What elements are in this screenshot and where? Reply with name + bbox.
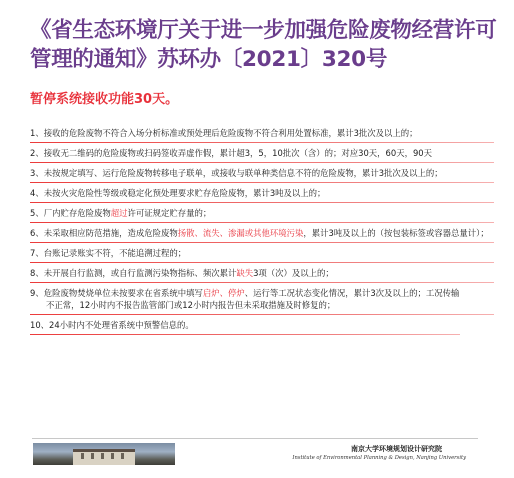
item-divider xyxy=(30,202,494,203)
item-text-continued: 不正常，12小时内不报告监管部门或12小时内报告但未采取措施及时修复的； xyxy=(46,300,336,310)
item-number: 9、 xyxy=(30,288,44,298)
item-number: 4、 xyxy=(30,188,44,198)
item-text: 危险废物焚烧单位未按要求在省系统中填写 xyxy=(43,288,203,298)
item-number: 10、 xyxy=(30,320,50,330)
item-text: 接收的危险废物不符合入场分析标准或预处理后危险废物不符合利用处置标准，累计3批次及以上的； xyxy=(43,128,418,138)
item-text: ，累计3吨及以上的（按包装标签或容器总量计）； xyxy=(303,228,489,238)
item-highlight: 启炉、停炉 xyxy=(202,288,245,298)
list-item xyxy=(30,204,508,224)
item-number: 7、 xyxy=(30,248,44,258)
item-text: 3项（次）及以上的； xyxy=(253,268,334,278)
list-item xyxy=(30,224,508,244)
item-number: 2、 xyxy=(30,148,44,158)
item-highlight: 扬散、流失、渗漏或其他环境污染 xyxy=(177,228,304,238)
item-text: 未按规定填写、运行危险废物转移电子联单，或接收与联单种类信息不符的危险废物，累计3批次及以上的； xyxy=(43,168,443,178)
list-item xyxy=(30,124,508,144)
item-number: 8、 xyxy=(30,268,44,278)
item-divider xyxy=(30,262,494,263)
subtitle: 暂停系统接收功能30天。 xyxy=(30,92,179,107)
item-text: 未采取相应防范措施，造成危险废物 xyxy=(43,228,178,238)
list-item xyxy=(30,264,508,284)
page-title: 《省生态环境厅关于进一步加强危险废物经营许可管理的通知》苏环办〔2021〕320号 xyxy=(30,18,497,72)
item-text: 未按火灾危险性等级或稳定化预处理要求贮存危险废物，累计3吨及以上的； xyxy=(43,188,326,198)
item-divider xyxy=(30,242,494,243)
item-divider xyxy=(30,162,494,163)
list-item xyxy=(30,316,508,336)
item-text: 接收无二维码的危险废物或扫码签收弄虚作假，累计超3，5，10批次（含）的；对应30天，60天，90天 xyxy=(43,148,432,158)
item-text: 许可证规定贮存量的； xyxy=(127,208,212,218)
item-list xyxy=(30,124,508,336)
item-text: 24小时内不处理省系统中预警信息的。 xyxy=(49,320,194,330)
list-item xyxy=(30,144,508,164)
item-highlight: 超过 xyxy=(110,208,128,218)
item-divider xyxy=(30,282,494,283)
item-text: 厂内贮存危险废物 xyxy=(43,208,111,218)
item-text: 未开展自行监测，或自行监测污染物指标、频次累计 xyxy=(43,268,237,278)
list-item xyxy=(30,164,508,184)
list-item xyxy=(30,184,508,204)
institute-name-cn: 南京大学环境规划设计研究院 xyxy=(351,444,442,453)
item-text: 、运行等工况状态变化情况，累计3次及以上的；工况传输 xyxy=(244,288,460,298)
footer-divider xyxy=(32,438,478,439)
item-number: 1、 xyxy=(30,128,44,138)
institute-block xyxy=(236,444,466,462)
list-item xyxy=(30,284,508,316)
institute-name-en: Institute of Environmental Planning & Design, Nanjing University xyxy=(292,455,466,461)
item-number: 5、 xyxy=(30,208,44,218)
item-number: 6、 xyxy=(30,228,44,238)
item-divider xyxy=(30,222,494,223)
list-item xyxy=(30,244,508,264)
item-divider xyxy=(30,142,494,143)
item-highlight: 缺失 xyxy=(236,268,254,278)
campus-photo xyxy=(33,443,175,465)
item-text: 台账记录账实不符，不能追溯过程的； xyxy=(43,248,187,258)
item-divider xyxy=(30,314,494,315)
item-number: 3、 xyxy=(30,168,44,178)
item-divider xyxy=(30,182,494,183)
item-divider xyxy=(30,334,460,335)
